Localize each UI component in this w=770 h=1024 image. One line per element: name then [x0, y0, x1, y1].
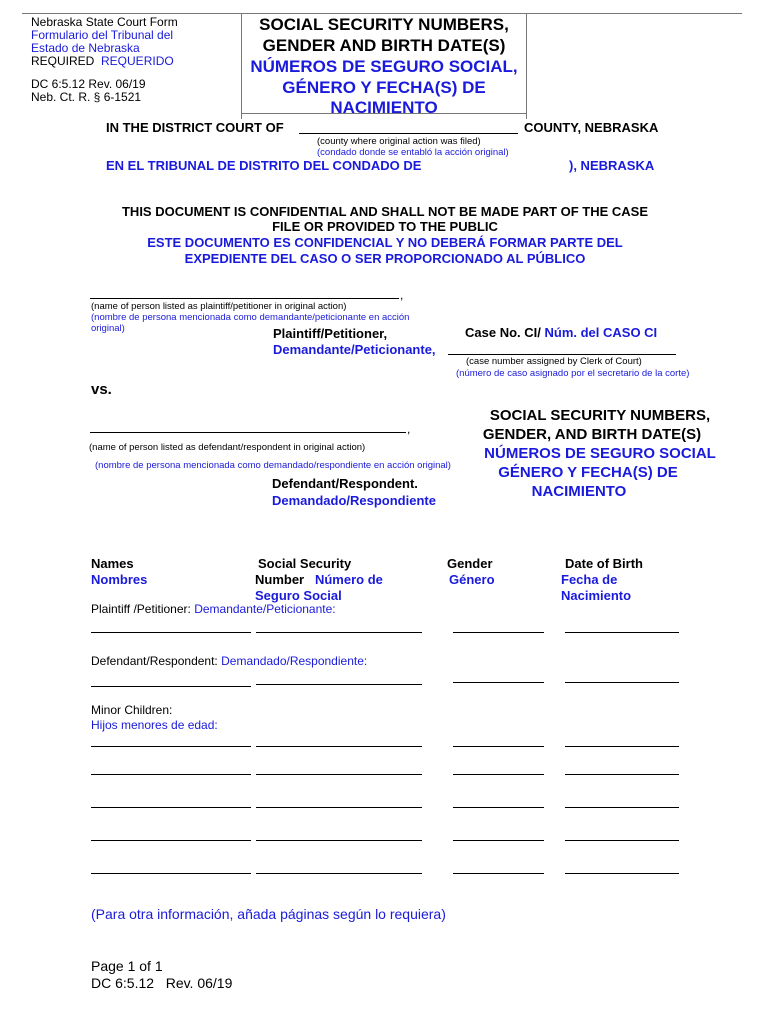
child-5-name-cell[interactable] [91, 873, 251, 874]
confidential-en-1: THIS DOCUMENT IS CONFIDENTIAL AND SHALL NOT BE MADE PART OF THE CASE [121, 204, 649, 219]
plaintiff-label-en: Plaintiff/Petitioner, [273, 326, 388, 341]
child-4-name-cell[interactable] [91, 840, 251, 841]
additional-pages-note: (Para otra información, añada páginas según lo requiera) [91, 906, 446, 922]
col-dob-es-2: Nacimiento [561, 588, 632, 603]
header-divider-right [526, 13, 527, 119]
child-3-dob-cell[interactable] [565, 807, 679, 808]
title-es-2: GÉNERO Y FECHA(S) DE [282, 78, 486, 97]
defendant-label-en: Defendant/Respondent. [272, 476, 418, 491]
confidential-es-1: ESTE DOCUMENTO ES CONFIDENCIAL Y NO DEBERÁ FORMAR PARTE DEL [147, 235, 623, 250]
defendant-comma: , [407, 422, 411, 436]
case-hint-en: (case number assigned by Clerk of Court) [466, 356, 642, 367]
confidential-en-2: FILE OR PROVIDED TO THE PUBLIC [272, 219, 498, 234]
col-ssn-en-2: Number [255, 572, 305, 587]
col-names-en: Names [91, 556, 134, 571]
child-2-ssn-cell[interactable] [256, 774, 422, 775]
child-2-gender-cell[interactable] [453, 774, 544, 775]
col-ssn-en-1: Social Security [258, 556, 352, 571]
defendant-hint-en: (name of person listed as defendant/respondent in original action) [89, 442, 366, 453]
defendant-dob-cell[interactable] [565, 682, 679, 683]
plaintiff-hint-es-2: original) [91, 323, 125, 334]
form-label-es-1: Formulario del Tribunal del [31, 28, 174, 42]
child-3-gender-cell[interactable] [453, 807, 544, 808]
col-dob-es-1: Fecha de [561, 572, 618, 587]
defendant-label-es: Demandado/Respondiente [272, 493, 436, 508]
plaintiff-comma: , [400, 288, 404, 302]
col-gender-en: Gender [447, 556, 493, 571]
child-1-gender-cell[interactable] [453, 746, 544, 747]
child-1-ssn-cell[interactable] [256, 746, 422, 747]
child-3-name-cell[interactable] [91, 807, 251, 808]
child-5-gender-cell[interactable] [453, 873, 544, 874]
defendant-name-field[interactable] [90, 432, 406, 433]
title-en-1: SOCIAL SECURITY NUMBERS, [259, 15, 509, 34]
defendant-row-label [91, 654, 367, 668]
county-hint-en: (county where original action was filed) [317, 136, 481, 147]
plaintiff-row-es: Demandante/Peticionante: [194, 602, 336, 616]
statute-reference: Neb. Ct. R. § 6-1521 [31, 90, 142, 104]
plaintiff-row-label [91, 602, 336, 616]
plaintiff-name-cell[interactable] [91, 632, 251, 633]
defendant-ssn-cell[interactable] [256, 684, 422, 685]
child-4-dob-cell[interactable] [565, 840, 679, 841]
defendant-row-es: Demandado/Respondiente: [221, 654, 368, 668]
court-line-en-prefix: IN THE DISTRICT COURT OF [106, 120, 284, 135]
col-ssn-es-1: Número de [314, 572, 383, 587]
footer-revision: DC 6:5.12 Rev. 06/19 [91, 975, 233, 991]
court-line-es-prefix: EN EL TRIBUNAL DE DISTRITO DEL CONDADO DE [106, 158, 422, 173]
plaintiff-dob-cell[interactable] [565, 632, 679, 633]
defendant-name-cell[interactable] [91, 686, 251, 687]
child-1-name-cell[interactable] [91, 746, 251, 747]
title-es-3: NACIMIENTO [330, 98, 438, 113]
plaintiff-ssn-cell[interactable] [256, 632, 422, 633]
child-4-ssn-cell[interactable] [256, 840, 422, 841]
col-ssn-row-2 [255, 572, 383, 587]
col-dob-en: Date of Birth [565, 556, 643, 571]
title-es-1: NÚMEROS DE SEGURO SOCIAL, [250, 57, 518, 76]
plaintiff-hint-en: (name of person listed as plaintiff/petitioner in original action) [91, 301, 347, 312]
case-hint-es: (número de caso asignado por el secretario de la corte) [456, 368, 690, 379]
child-2-dob-cell[interactable] [565, 774, 679, 775]
children-label-en: Minor Children: [91, 703, 173, 717]
versus: vs. [91, 381, 112, 398]
form-revision: DC 6:5.12 Rev. 06/19 [31, 77, 146, 91]
county-hint-es: (condado donde se entabló la acción original) [317, 147, 509, 158]
col-ssn-es-2: Seguro Social [255, 588, 342, 603]
col-names-es: Nombres [91, 572, 148, 587]
case-no-label [465, 325, 657, 340]
plaintiff-name-field[interactable] [90, 298, 399, 299]
defendant-row-en: Defendant/Respondent: [91, 654, 218, 668]
child-5-ssn-cell[interactable] [256, 873, 422, 874]
doc-title-es-3: NACIMIENTO [531, 483, 627, 500]
plaintiff-row-en: Plaintiff /Petitioner: [91, 602, 191, 616]
case-no-en: Case No. CI/ [465, 325, 541, 340]
page-number: Page 1 of 1 [91, 958, 163, 974]
plaintiff-gender-cell[interactable] [453, 632, 544, 633]
header-title-underline [242, 113, 526, 114]
doc-title-es-2: GÉNERO Y FECHA(S) DE [498, 464, 678, 481]
defendant-hint-es: (nombre de persona mencionada como demandado/respondiente en acción original) [95, 460, 451, 471]
children-label-es: Hijos menores de edad: [91, 718, 218, 732]
title-en-2: GENDER AND BIRTH DATE(S) [262, 36, 506, 55]
col-gender-es: Género [449, 572, 495, 587]
required-label [31, 54, 174, 68]
county-field[interactable] [299, 133, 518, 134]
form-label-es-2: Estado de Nebraska [31, 41, 140, 55]
case-number-field[interactable] [448, 354, 676, 355]
defendant-gender-cell[interactable] [453, 682, 544, 683]
required-es: REQUERIDO [101, 54, 174, 68]
child-3-ssn-cell[interactable] [256, 807, 422, 808]
plaintiff-hint-es-1: (nombre de persona mencionada como demandante/peticionante en acción [91, 312, 410, 323]
form-label-en: Nebraska State Court Form [31, 15, 178, 29]
child-1-dob-cell[interactable] [565, 746, 679, 747]
court-line-en-suffix: COUNTY, NEBRASKA [524, 120, 659, 135]
required-en: REQUIRED [31, 54, 95, 68]
court-line-es-suffix: ), NEBRASKA [569, 158, 655, 173]
child-4-gender-cell[interactable] [453, 840, 544, 841]
doc-title-en-2: GENDER, AND BIRTH DATE(S) [482, 426, 702, 443]
case-no-es: Núm. del CASO CI [544, 325, 658, 340]
child-5-dob-cell[interactable] [565, 873, 679, 874]
doc-title-en-1: SOCIAL SECURITY NUMBERS, [489, 407, 711, 424]
plaintiff-label-es: Demandante/Peticionante, [273, 342, 436, 357]
confidential-es-2: EXPEDIENTE DEL CASO O SER PROPORCIONADO AL PÚBLICO [184, 251, 586, 266]
doc-title-es-1: NÚMEROS DE SEGURO SOCIAL [484, 445, 716, 462]
child-2-name-cell[interactable] [91, 774, 251, 775]
